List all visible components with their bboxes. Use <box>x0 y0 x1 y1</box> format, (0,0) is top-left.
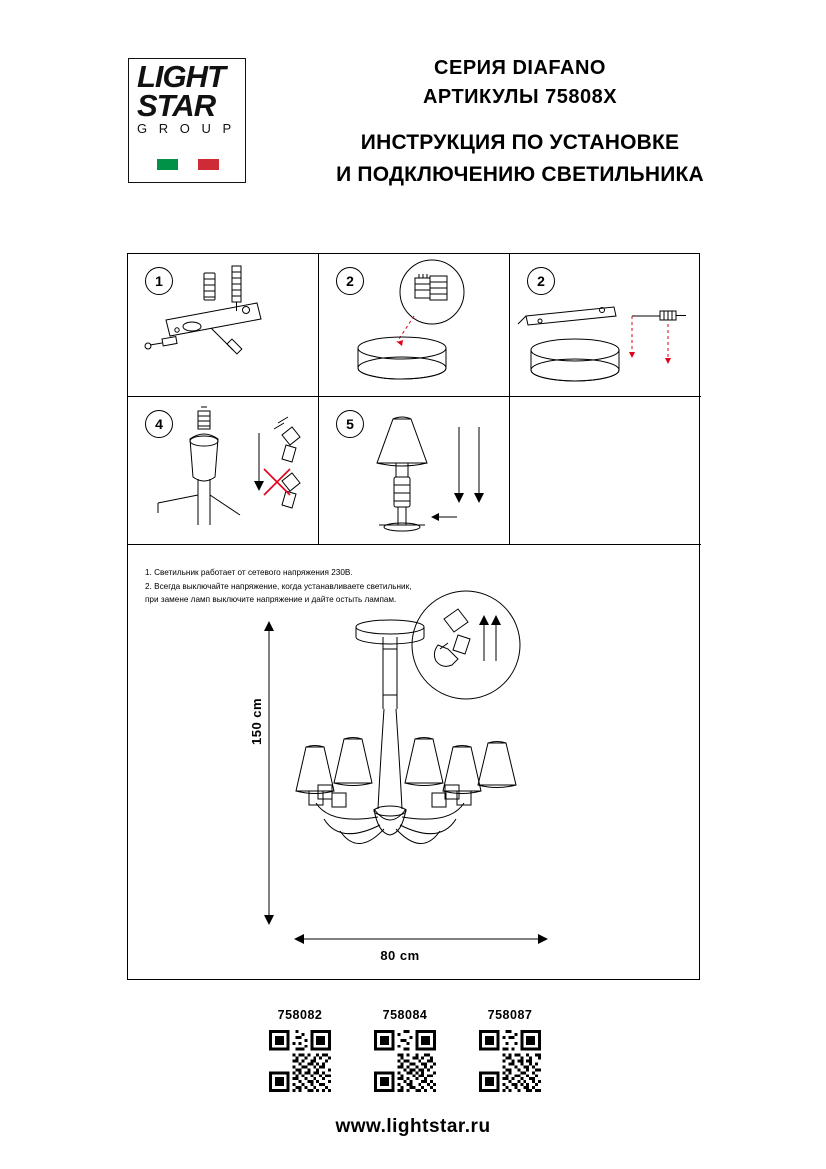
assembly-drawing-cell <box>128 545 701 981</box>
step-cell-1 <box>128 254 319 397</box>
step-number-4: 4 <box>145 410 173 438</box>
logo-line-2: STAR <box>137 87 216 123</box>
logo-line-1: LIGHT <box>137 59 225 94</box>
qr-code-row <box>265 1008 565 1108</box>
title-block <box>250 54 790 191</box>
series-title: СЕРИЯ DIAFANO <box>434 57 606 79</box>
step-cell-empty <box>510 397 701 545</box>
note-line-2: 2. Всегда выключайте напряжение, когда устанавливаете светильник, <box>145 581 412 591</box>
step-cell-3 <box>510 254 701 397</box>
logo-line-3: G R O U P <box>137 121 236 137</box>
height-dimension-label: 150 cm <box>249 697 264 745</box>
logo-wordmark <box>137 59 241 137</box>
brand-logo <box>128 58 246 183</box>
note-line-1: 1. Светильник работает от сетевого напряжения 230В. <box>145 568 353 577</box>
instruction-panel <box>127 253 700 980</box>
qr-label-2: 758087 <box>487 1008 533 1022</box>
qr-label-1: 758084 <box>382 1008 428 1022</box>
qr-block-758082 <box>265 1008 335 1092</box>
instruction-title-line-1: ИНСТРУКЦИЯ ПО УСТАНОВКЕ <box>360 131 680 154</box>
qr-block-758084 <box>370 1008 440 1092</box>
step-cell-5 <box>319 397 510 545</box>
chandelier-assembly-illustration <box>128 545 701 981</box>
width-dimension-label: 80 cm <box>380 948 420 963</box>
italy-flag-icon <box>157 159 219 170</box>
qr-block-758087 <box>475 1008 545 1092</box>
article-title: АРТИКУЛЫ 75808X <box>422 86 618 108</box>
footer-url: www.lightstar.ru <box>335 1116 491 1137</box>
qr-code-icon-0 <box>269 1030 331 1092</box>
step-number-1: 1 <box>145 267 173 295</box>
instruction-title-line-2: И ПОДКЛЮЧЕНИЮ СВЕТИЛЬНИКА <box>336 163 704 187</box>
document-header <box>0 46 826 196</box>
qr-label-0: 758082 <box>277 1008 323 1022</box>
step-number-5: 5 <box>336 410 364 438</box>
step-cell-2 <box>319 254 510 397</box>
qr-code-icon-2 <box>479 1030 541 1092</box>
safety-notes <box>145 566 575 607</box>
note-line-3: при замене ламп выключите напряжение и дайте остыть лампам. <box>145 595 397 605</box>
step-cell-4 <box>128 397 319 545</box>
qr-code-icon-1 <box>374 1030 436 1092</box>
step-number-2: 2 <box>336 267 364 295</box>
step-number-3: 2 <box>527 267 555 295</box>
